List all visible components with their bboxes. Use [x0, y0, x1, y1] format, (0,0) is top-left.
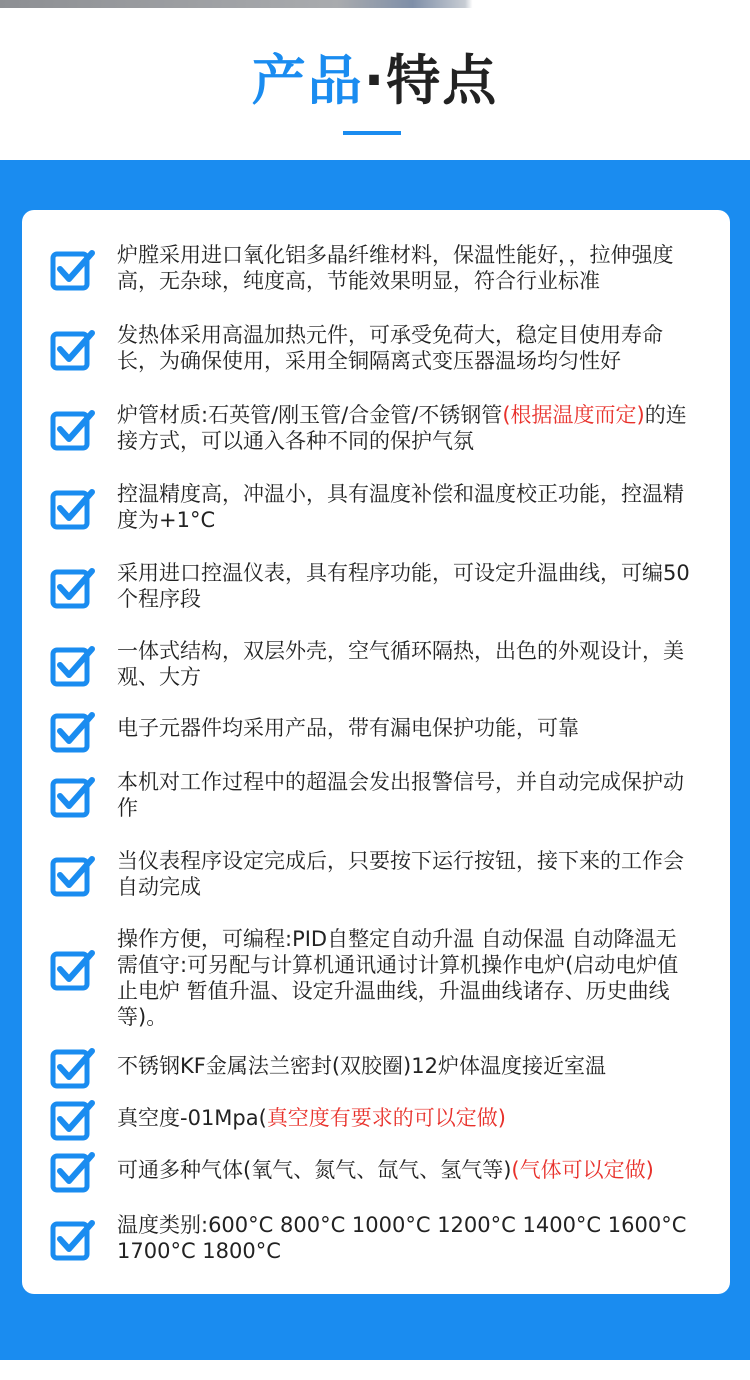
feature-text: 炉管材质:石英管/刚玉管/合金管/不锈钢管(根据温度而定)的连接方式，可以通入各种不同的保护气氛: [117, 403, 687, 453]
bottom-white-strip: [0, 1360, 750, 1380]
feature-text: 真空度-01Mpa(真空度有要求的可以定做): [117, 1106, 507, 1130]
feature-text: 可通多种气体(氧气、氮气、氙气、氢气等)(气体可以定做): [117, 1158, 654, 1182]
feature-text: 一体式结构，双层外壳，空气循环隔热，出色的外观设计，美观、大方: [117, 639, 684, 689]
feature-highlight: (根据温度而定): [502, 403, 645, 427]
checkbox-checked-icon: [50, 775, 96, 821]
feature-text: 操作方便，可编程:PID自整定自动升温 自动保温 自动降温无需值守:可另配与计算机通讯通讨计算机操作电炉(启动电炉值止电炉 暂值升温、设定升温曲线，升温曲线诸存、历史曲线等)。: [117, 927, 679, 1029]
checkbox-checked-icon: [50, 1098, 96, 1144]
header: [0, 8, 750, 160]
feature-text: 发热体采用高温加热元件，可承受免荷大，稳定目使用寿命长，为确保使用，采用全铜隔离式变压器温场均匀性好: [117, 323, 663, 373]
checkbox-checked-icon: [50, 408, 96, 454]
feature-text: 本机对工作过程中的超温会发出报警信号，并自动完成保护动作: [117, 770, 684, 820]
feature-text: 温度类别:600°C 800°C 1000°C 1200°C 1400°C 1600°C 1700°C 1800°C: [117, 1213, 687, 1263]
title-separator: ·: [363, 49, 387, 112]
checkbox-checked-icon: [50, 328, 96, 374]
feature-card: [22, 210, 730, 1294]
top-photo-strip: [0, 0, 750, 8]
feature-text: 控温精度高，冲温小，具有温度补偿和温度校正功能，控温精度为+1°C: [117, 482, 684, 532]
feature-text: 不锈钢KF金属法兰密封(双胶圈)12炉体温度接近室温: [117, 1054, 606, 1078]
feature-highlight: (气体可以定做): [511, 1158, 654, 1182]
title-underline: [343, 131, 401, 135]
checkbox-checked-icon: [50, 644, 96, 690]
checkbox-checked-icon: [50, 710, 96, 756]
checkbox-checked-icon: [50, 854, 96, 900]
checkbox-checked-icon: [50, 948, 96, 994]
checkbox-checked-icon: [50, 248, 96, 294]
checkbox-checked-icon: [50, 487, 96, 533]
checkbox-checked-icon: [50, 566, 96, 612]
checkbox-checked-icon: [50, 1218, 96, 1264]
feature-text: 炉膛采用进口氧化铝多晶纤维材料，保温性能好，，拉伸强度高，无杂球，纯度高，节能效果明显，符合行业标准: [117, 243, 674, 293]
title-part-2: 特点: [386, 49, 499, 112]
feature-highlight: 真空度有要求的可以定做): [266, 1106, 507, 1130]
feature-text: 电子元器件均采用产品，带有漏电保护功能，可靠: [117, 716, 579, 740]
checkbox-checked-icon: [50, 1150, 96, 1196]
checkbox-checked-icon: [50, 1046, 96, 1092]
feature-text: 采用进口控温仪表，具有程序功能，可设定升温曲线，可编50个程序段: [117, 561, 690, 611]
page-title: [0, 48, 750, 114]
feature-text: 当仪表程序设定完成后，只要按下运行按钮，接下来的工作会自动完成: [117, 849, 684, 899]
title-part-1: 产品: [251, 49, 364, 112]
